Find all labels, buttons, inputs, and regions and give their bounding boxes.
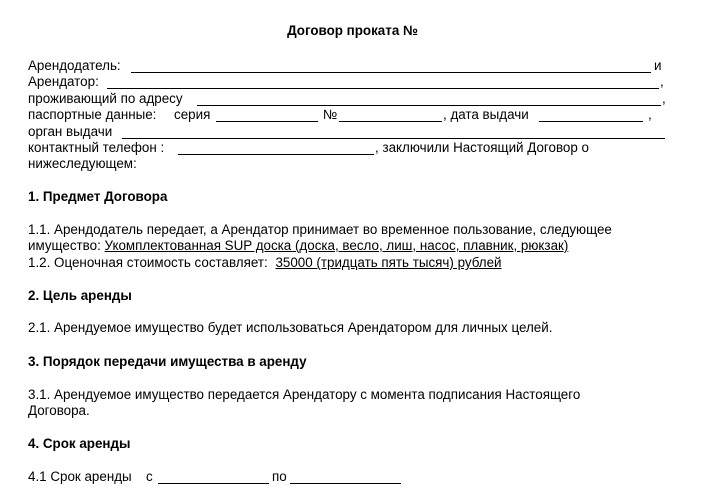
- section-3-1-text: 3.1. Арендуемое имущество передается Арендатору с момента подписания Настоящего: [28, 387, 581, 402]
- document-title: Договор проката №: [287, 23, 418, 38]
- address-field[interactable]: [197, 93, 661, 106]
- lessee-label: Арендатор:: [28, 74, 99, 89]
- lessor-line: [28, 58, 121, 74]
- section-2-1-text: 2.1. Арендуемое имущество будет использоваться Арендатором для личных целей.: [28, 320, 553, 335]
- issue-date-label: , дата выдачи: [443, 107, 529, 122]
- address-line: [28, 91, 183, 107]
- rental-start-field[interactable]: [158, 471, 269, 484]
- issue-suffix: ,: [648, 107, 652, 122]
- section-1-1-text: 1.1. Арендодатель передает, а Арендатор принимает во временное пользование, следующее: [28, 222, 612, 237]
- section-1-1-line2: [28, 238, 568, 254]
- lessee-suffix: ,: [660, 74, 664, 89]
- section-3-title: 3. Порядок передачи имущества в аренду: [28, 354, 307, 369]
- lessor-field[interactable]: [131, 60, 651, 73]
- issue-date-field[interactable]: [539, 109, 643, 122]
- section-2-title: 2. Цель аренды: [28, 288, 132, 303]
- lessor-suffix: и: [654, 58, 662, 73]
- lessor-label: Арендодатель:: [28, 58, 121, 73]
- issuer-label: орган выдачи: [28, 124, 113, 139]
- issuer-field[interactable]: [122, 126, 665, 139]
- section-4-1-prefix: 4.1 Срок аренды: [28, 469, 132, 484]
- phone-suffix: , заключили Настоящий Договор о: [375, 140, 589, 155]
- section-4-title: 4. Срок аренды: [28, 436, 131, 451]
- series-label: серия: [174, 107, 211, 122]
- lessee-line: [28, 74, 99, 90]
- passport-line: [28, 107, 156, 123]
- section-1-2-value: 35000 (тридцать пять тысяч) рублей: [275, 255, 502, 270]
- phone-continuation: нижеследующем:: [28, 156, 137, 171]
- lessee-field[interactable]: [107, 76, 659, 89]
- phone-field[interactable]: [178, 142, 374, 155]
- section-4-1-from-label: с: [146, 469, 153, 484]
- number-field[interactable]: [339, 109, 442, 122]
- section-1-2-prefix: 1.2. Оценочная стоимость составляет:: [28, 255, 268, 270]
- number-label: №: [323, 107, 338, 122]
- passport-label: паспортные данные:: [28, 107, 157, 122]
- section-4-1-to-label: по: [272, 469, 287, 484]
- phone-label: контактный телефон :: [28, 140, 165, 155]
- issuer-line: [28, 124, 112, 140]
- section-1-title: 1. Предмет Договора: [28, 189, 168, 204]
- section-1-1-value: Укомплектованная SUP доска (доска, весло, лиш, насос, плавник, рюкзак): [104, 238, 569, 253]
- series-field[interactable]: [216, 109, 318, 122]
- section-3-1-continuation: Договора.: [28, 403, 90, 418]
- section-1-2-line: [28, 255, 502, 271]
- phone-line: [28, 140, 164, 156]
- address-label: проживающий по адресу: [28, 91, 183, 106]
- section-1-1-prefix: имущество:: [28, 238, 101, 253]
- address-suffix: ,: [662, 91, 666, 106]
- rental-end-field[interactable]: [290, 471, 401, 484]
